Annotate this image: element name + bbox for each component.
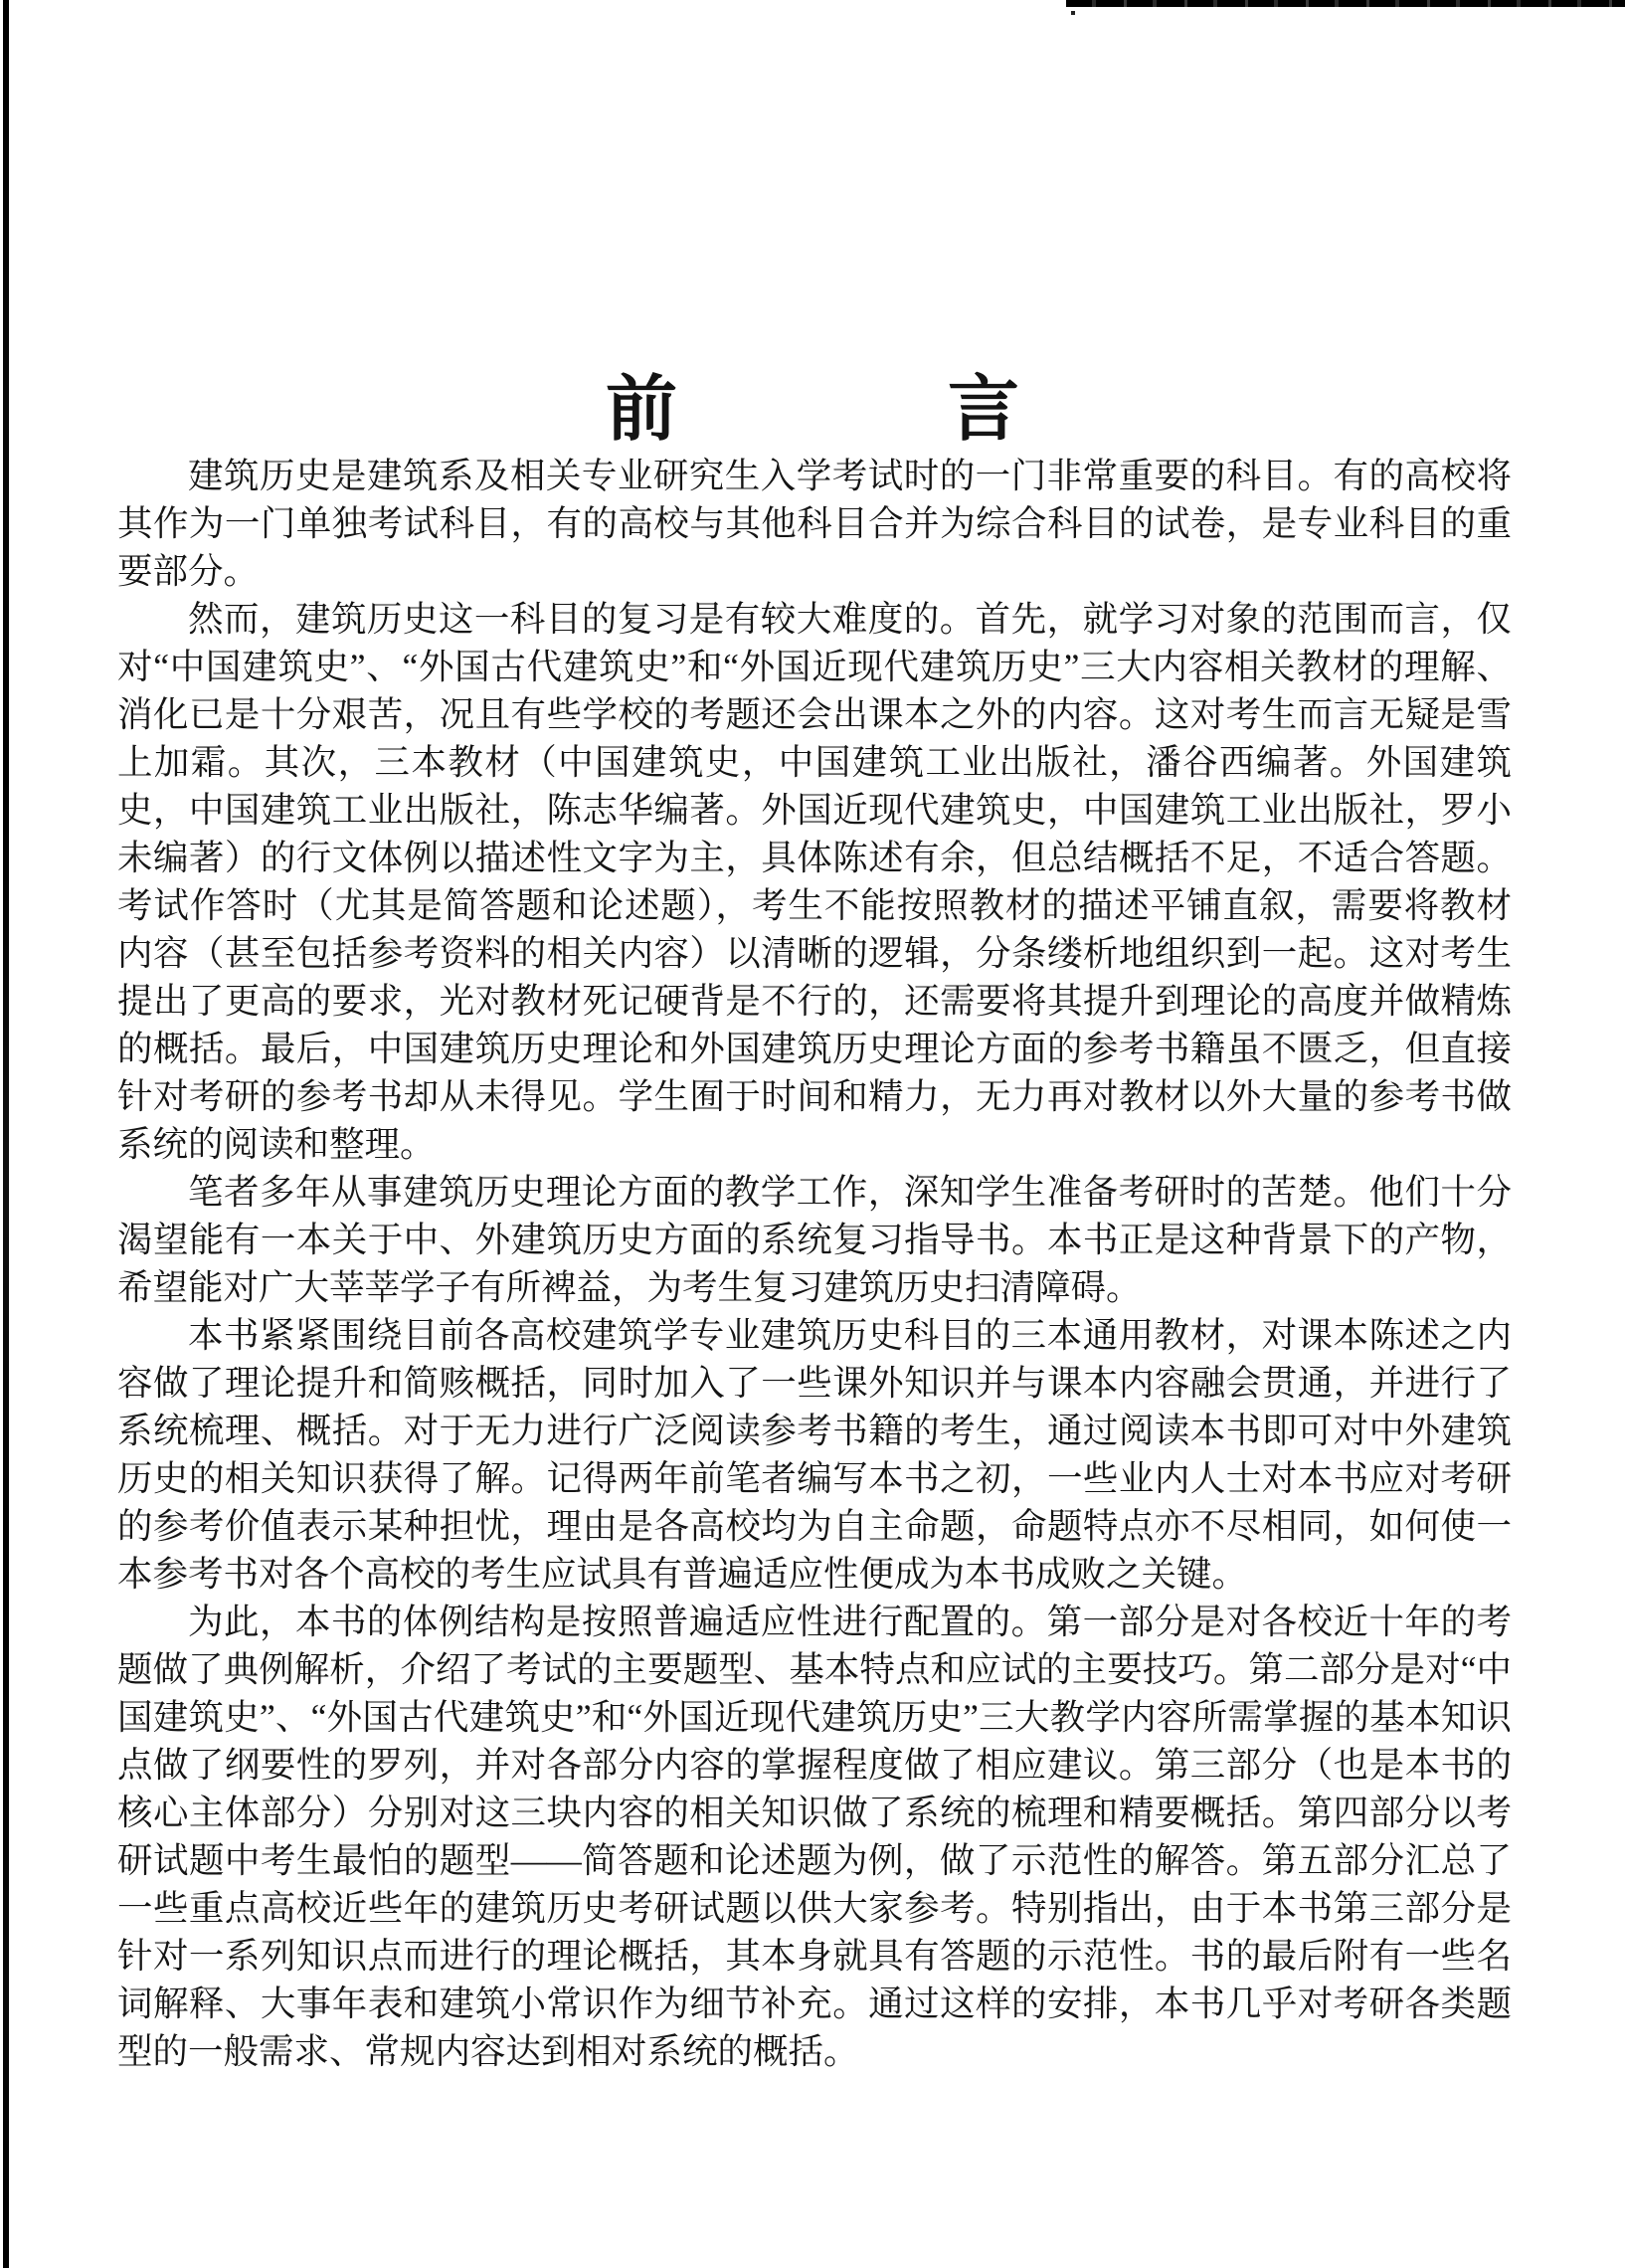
preface-body xyxy=(117,452,1512,2075)
preface-paragraph: 建筑历史是建筑系及相关专业研究生入学考试时的一门非常重要的科目。有的高校将其作为一门单独考试科目，有的高校与其他科目合并为综合科目的试卷，是专业科目的重要部分。 xyxy=(117,456,1512,591)
page-title-char-second: 言 xyxy=(948,370,1020,451)
page-title-char-first: 前 xyxy=(605,370,677,451)
preface-paragraph: 本书紧紧围绕目前各高校建筑学专业建筑历史科目的三本通用教材，对课本陈述之内容做了理论提升和简赅概括，同时加入了一些课外知识并与课本内容融会贯通，并进行了系统梳理、概括。对于无力进行广泛阅读参考书籍的考生，通过阅读本书即可对中外建筑历史的相关知识获得了解。记得两年前笔者编写本书之初，一些业内人士对本书应对考研的参考价值表示某种担忧，理由是各高校均为自主命题，命题特点亦不尽相同，如何使一本参考书对各个高校的考生应试具有普遍适应性便成为本书成败之关键。 xyxy=(117,1315,1512,1594)
scan-edge-bar-left xyxy=(3,0,9,2268)
preface-paragraph: 笔者多年从事建筑历史理论方面的教学工作，深知学生准备考研时的苦楚。他们十分渴望能有一本关于中、外建筑历史方面的系统复习指导书。本书正是这种背景下的产物，希望能对广大莘莘学子有所裨益，为考生复习建筑历史扫清障碍。 xyxy=(117,1172,1512,1307)
preface-paragraph: 然而，建筑历史这一科目的复习是有较大难度的。首先，就学习对象的范围而言，仅对“中国建筑史”、“外国古代建筑史”和“外国近现代建筑历史”三大内容相关教材的理解、消化已是十分艰苦，况且有些学校的考题还会出课本之外的内容。这对考生而言无疑是雪上加霜。其次，三本教材（中国建筑史，中国建筑工业出版社，潘谷西编著。外国建筑史，中国建筑工业出版社，陈志华编著。外国近现代建筑史，中国建筑工业出版社，罗小未编著）的行文体例以描述性文字为主，具体陈述有余，但总结概括不足，不适合答题。考试作答时（尤其是简答题和论述题），考生不能按照教材的描述平铺直叙，需要将教材内容（甚至包括参考资料的相关内容）以清晰的逻辑，分条缕析地组织到一起。这对考生提出了更高的要求，光对教材死记硬背是不行的，还需要将其提升到理论的高度并做精炼的概括。最后，中国建筑历史理论和外国建筑历史理论方面的参考书籍虽不匮乏，但直接针对考研的参考书却从未得见。学生囿于时间和精力，无力再对教材以外大量的参考书做系统的阅读和整理。 xyxy=(117,599,1512,1164)
page-title xyxy=(0,370,1625,450)
preface-paragraph: 为此，本书的体例结构是按照普遍适应性进行配置的。第一部分是对各校近十年的考题做了典例解析，介绍了考试的主要题型、基本特点和应试的主要技巧。第二部分是对“中国建筑史”、“外国古代建筑史”和“外国近现代建筑历史”三大教学内容所需掌握的基本知识点做了纲要性的罗列，并对各部分内容的掌握程度做了相应建议。第三部分（也是本书的核心主体部分）分别对这三块内容的相关知识做了系统的梳理和精要概括。第四部分以考研试题中考生最怕的题型——简答题和论述题为例，做了示范性的解答。第五部分汇总了一些重点高校近些年的建筑历史考研试题以供大家参考。特别指出，由于本书第三部分是针对一系列知识点而进行的理论概括，其本身就具有答题的示范性。书的最后附有一些名词解释、大事年表和建筑小常识作为细节补充。通过这样的安排，本书几乎对考研各类题型的一般需求、常规内容达到相对系统的概括。 xyxy=(117,1602,1512,2071)
scan-smudge-top-right xyxy=(1066,0,1625,7)
scan-smudge-dot xyxy=(1071,11,1075,15)
